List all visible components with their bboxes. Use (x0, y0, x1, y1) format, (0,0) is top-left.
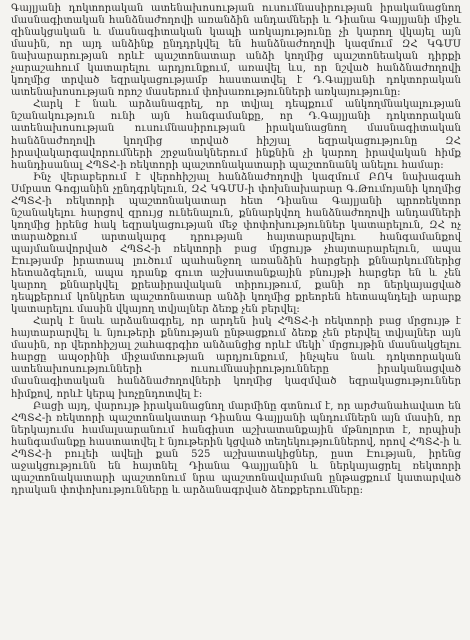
paragraph-1: Գայլյանի դոկտորական ատենախոսության ուսումնասիրության իրականացնող մասնագիտական հանձնաժողովի առանձին անդամների և Դիանա Գայլյանի միջև զինակցական և մասնագիտական կապի առկայությունը չի կարող վկայել այն մասին, որ այդ անձինք ընդդրկվել են հանձնաժողովի կազմում ԶՀ ԿԳՄՍ նախարարության որևէ պաշտոնատար անձի կողմից պաշտոնեական դիրքի չարաշահում կատարելու արդյունքում, առավել ևս, որ նշված հանձնաժողովի կողմից տրված եզրակացությամբ հաստատվել է Դ.Գայլյանի դոկտորական ատենախոսության որոշ մասերում փոխառությունների առկայությունը: (11, 3, 461, 99)
paragraph-2: Հարկ է նաև արձանագրել, որ տվյալ դեպքում անկողմնակալության նշանակություն ունի այն հանգամանքը, որ Դ.Գայլյանի դոկտորական ատենախոսության ուսումնասիրության իրականացնող մասնագիտական հանձնաժողովի կողմից տրված հիշյալ եզրակացությունը ԶՀ իրավակարգավորումների շրջանակներում ինքնին չի կարող իրավական հիմք հանդիսանալ ՀՊՏՀ-ի ռեկտորի պաշտոնակատարի պաշտոնանկ անելու համար: (11, 99, 461, 171)
paragraph-3: Ինչ վերաբերում է վերոհիշյալ հանձնաժողովի կազմում ԲՈԿ նախագահ Սմբատ Գոգյանին չընդգրկելուն, ԶՀ ԿԳՄՍ-ի փոխնախարար Գ.Թումոյանի կողմից ՀՊՏՀ-ի ռեկտորի պաշտոնակատար հետ Դիանա Գայլյանի պրոռեկտոր նշանակելու հարցով զրույց ունենալուն, քննարկվող հանձնաժողովի անդամների կողմից իրենց հակ եզրակացության մեջ փոփոխություններ կատարելուն, ԶՀ ոչ տարածքում արտակարգ դրության հայտարարվելու հանգամանքով պայմանավորված ՀՊՏՀ-ի ռեկտորի բաց մրցույթ չհայտարարելուն, ապա Էությամբ իրատապ լուծում պահանջող առանձին հարցերի քննարկումներից հետաձգելուն, ապա դրանք գուտ աշխատանքային բնույթի հարցեր են և չեն կարող քննարկվել քրեաիրավական տիրույթում, քանի որ ներկայացված դեպքերում կոնկրետ պաշտոնատար անձի կողմից քրեորեն հետապնդելի արարք կատարելու մասին վկայող տվյալներ ձեռք չեն բերվել: (11, 171, 461, 316)
paragraph-4: Հարկ է նաև արձանագրել, որ արդեն իսկ ՀՊՏՀ-ի ռեկտորի բաց մրցույթ է հայտարարվել և նյութերի քննության ընթացքում ձեռք չեն բերվել տվյալներ այն մասին, որ վերոհիշյալ շահագրգիռ անձանցից որևէ մեկի՝ մրցույթին մասնակցելու հարցը ապօրինի միջամտության արդյունքում, ինչպես նաև դոկտորական ատենախոսությունների ուսումնասիրությունները իրականացված մասնագիտական հանձնաժողովների կողմից կազմված եզրակացություններ հիմքով, որևէ կերպ խոչընդոտվել է: (11, 316, 461, 400)
paragraph-5: Բացի այդ, վարույթ իրականացնող մարմինը գտնում է, որ արժանահավատ են ՀՊՏՀ-ի ռեկտորի պաշտոնակատար Դիանա Գայլյանի պնդումներն այն մասին, որ ներկայումս համալսարանում հանգիստ աշխատանքային մթնոլորտ է, որպիսի հանգամանքը հաստատվել է նյութերին կցված տեղեկություններով, որով ՀՊՏՀ-ի և ՀՊՏՀ-ի բուլեի ավելի քան 525 աշխատակիցներ, ըստ Էության, իրենց աջակցությունն են հայտնել Դիանա Գայլյանին և ներկայացրել ռեկտորի պաշտոնակատարի պաշտոնում նրա պաշտոնավարման ընթացքում կատարված դրական փոփոխությունները և արձանագրված ձեռքբերումները: (11, 400, 461, 496)
